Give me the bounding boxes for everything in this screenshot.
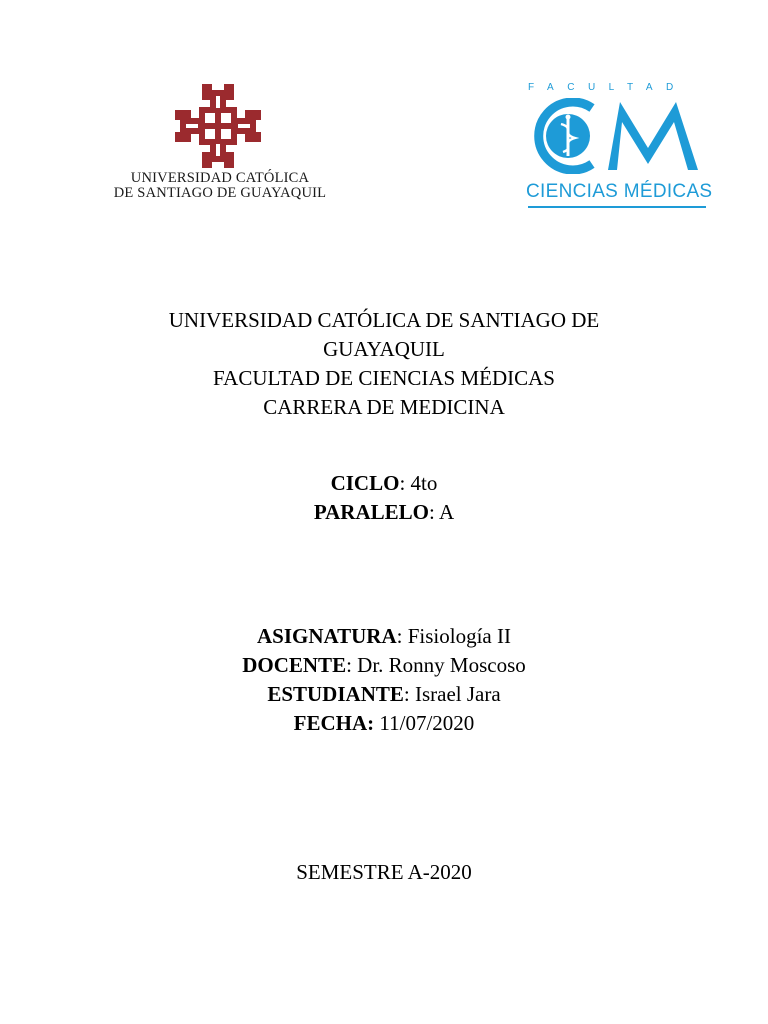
heading-line2: GUAYAQUIL [323, 337, 445, 361]
asignatura-row [0, 622, 768, 651]
asignatura-label: ASIGNATURA [257, 624, 397, 648]
fecha-value: 11/07/2020 [379, 711, 475, 735]
assignment-info [0, 622, 768, 738]
asignatura-value: Fisiología II [407, 624, 511, 648]
institution-heading [0, 306, 768, 422]
heading-line1: UNIVERSIDAD CATÓLICA DE SANTIAGO DE [168, 308, 600, 332]
heading-line3: FACULTAD DE CIENCIAS MÉDICAS [213, 366, 555, 390]
university-logo-line2: DE SANTIAGO DE GUAYAQUIL [113, 185, 327, 201]
faculty-logo [522, 82, 712, 214]
fecha-row [0, 709, 768, 738]
paralelo-row [0, 498, 768, 527]
docente-value: Dr. Ronny Moscoso [357, 653, 526, 677]
semester-text: SEMESTRE A-2020 [296, 860, 472, 884]
university-logo [80, 84, 360, 208]
ciclo-value: 4to [410, 471, 438, 495]
ciclo-label: CICLO [330, 471, 400, 495]
estudiante-row [0, 680, 768, 709]
university-logo-line1: UNIVERSIDAD CATÓLICA [130, 170, 310, 186]
estudiante-sep: : [403, 682, 415, 706]
fecha-label: FECHA: [293, 711, 375, 735]
paralelo-label: PARALELO [313, 500, 429, 524]
cross-emblem-icon [175, 84, 261, 168]
faculty-logo-name: CIENCIAS MÉDICAS [526, 181, 713, 202]
ciclo-row [0, 469, 768, 498]
asignatura-sep: : [396, 624, 408, 648]
docente-sep: : [346, 653, 358, 677]
faculty-logo-top-text: FACULTAD [528, 82, 687, 93]
estudiante-value: Israel Jara [414, 682, 501, 706]
docente-label: DOCENTE [242, 653, 347, 677]
paralelo-sep: : [429, 500, 439, 524]
paralelo-value: A [438, 500, 455, 524]
heading-line4: CARRERA DE MEDICINA [263, 395, 505, 419]
faculty-logo-underline [528, 206, 706, 208]
cm-monogram-icon [528, 98, 704, 174]
estudiante-label: ESTUDIANTE [267, 682, 404, 706]
course-info [0, 469, 768, 527]
ciclo-sep: : [399, 471, 411, 495]
university-logo-text [80, 171, 360, 201]
docente-row [0, 651, 768, 680]
